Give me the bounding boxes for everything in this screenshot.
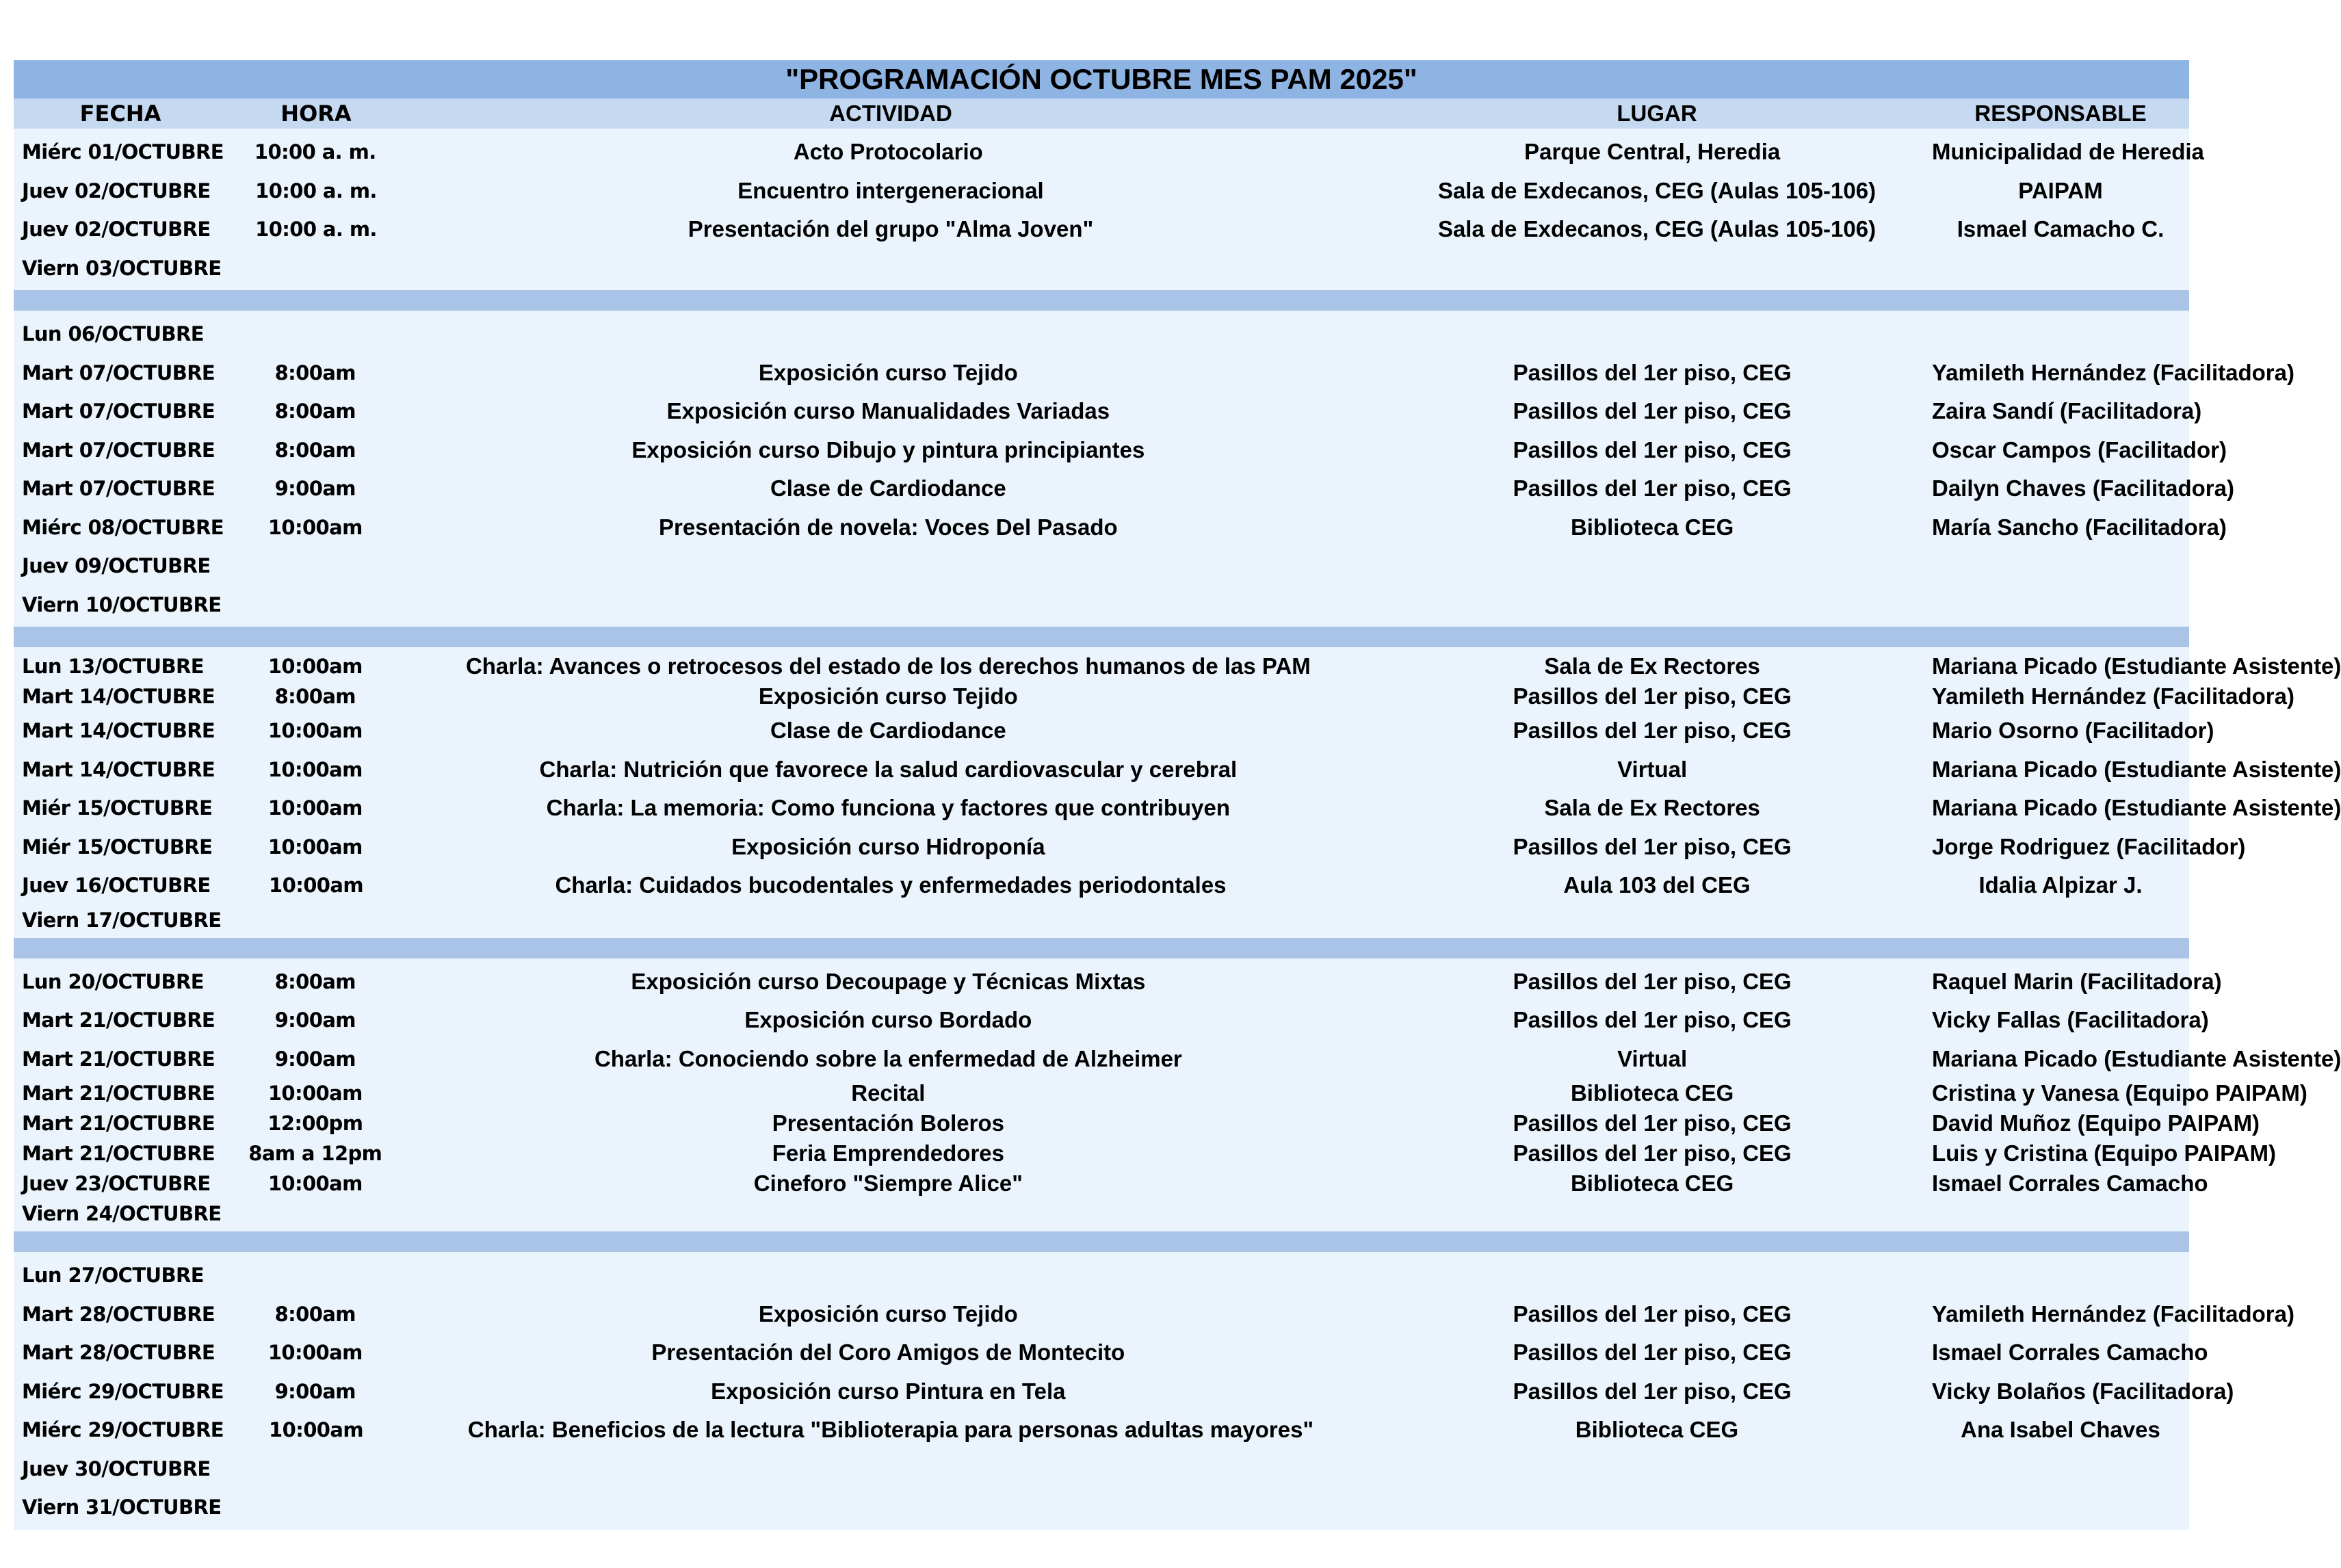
cell-responsable: Raquel Marin (Facilitadora) — [1931, 968, 2222, 994]
cell-lugar: Pasillos del 1er piso, CEG — [1513, 1140, 1792, 1166]
table-row — [14, 828, 2246, 867]
week-separator — [14, 1231, 2189, 1252]
cell-lugar: Sala de Exdecanos, CEG (Aulas 105-106) — [1437, 216, 1876, 242]
table-row — [14, 392, 2202, 431]
table-row — [14, 547, 2189, 586]
cell-actividad: Exposición curso Dibujo y pintura principiantes — [631, 436, 1145, 462]
cell-lugar: Pasillos del 1er piso, CEG — [1513, 833, 1792, 859]
cell-lugar: Pasillos del 1er piso, CEG — [1513, 359, 1792, 385]
cell-fecha: Viern 10/OCTUBRE — [22, 592, 222, 616]
cell-responsable: Ismael Corrales Camacho — [1931, 1340, 2208, 1366]
table-row — [14, 1108, 2260, 1138]
cell-fecha: Mart 28/OCTUBRE — [22, 1302, 215, 1326]
cell-fecha: Mart 14/OCTUBRE — [22, 719, 215, 743]
cell-fecha: Viern 03/OCTUBRE — [22, 256, 222, 280]
cell-fecha: Mart 07/OCTUBRE — [22, 400, 215, 423]
cell-lugar: Virtual — [1617, 756, 1688, 782]
cell-hora: 10:00am — [267, 719, 363, 743]
cell-actividad: Charla: La memoria: Como funciona y factores que contribuyen — [546, 795, 1231, 821]
table-row — [14, 1411, 2189, 1450]
cell-fecha: Lun 27/OCTUBRE — [22, 1264, 204, 1288]
column-header-row — [14, 99, 2189, 129]
cell-actividad: Charla: Cuidados bucodentales y enfermedades periodontales — [555, 872, 1227, 898]
cell-fecha: Mart 21/OCTUBRE — [22, 1082, 215, 1105]
cell-fecha: Miérc 08/OCTUBRE — [22, 515, 224, 539]
cell-lugar: Biblioteca CEG — [1575, 1417, 1739, 1443]
cell-hora: 10:00am — [267, 1172, 363, 1195]
cell-lugar: Biblioteca CEG — [1570, 1080, 1734, 1106]
table-row — [14, 1488, 2189, 1527]
cell-responsable: Vicky Fallas (Facilitadora) — [1931, 1007, 2209, 1033]
cell-lugar: Pasillos del 1er piso, CEG — [1513, 398, 1792, 424]
cell-responsable: Luis y Cristina (Equipo PAIPAM) — [1931, 1140, 2276, 1166]
cell-responsable: María Sancho (Facilitadora) — [1931, 514, 2227, 540]
cell-actividad: Exposición curso Tejido — [758, 359, 1018, 385]
table-row — [14, 249, 2189, 288]
cell-fecha: Juev 09/OCTUBRE — [22, 554, 211, 578]
cell-responsable: Vicky Bolaños (Facilitadora) — [1931, 1378, 2234, 1404]
cell-actividad: Exposición curso Decoupage y Técnicas Mixtas — [631, 968, 1146, 994]
cell-hora: 8:00am — [274, 969, 356, 993]
table-row — [14, 750, 2341, 789]
cell-hora: 10:00am — [267, 1082, 363, 1105]
cell-lugar: Parque Central, Heredia — [1524, 139, 1781, 165]
header-lugar: LUGAR — [1617, 101, 1697, 126]
cell-lugar: Pasillos del 1er piso, CEG — [1513, 1378, 1792, 1404]
cell-hora: 10:00am — [269, 1418, 363, 1442]
week-separator — [14, 627, 2189, 647]
cell-fecha: Miérc 01/OCTUBRE — [22, 140, 224, 164]
cell-lugar: Pasillos del 1er piso, CEG — [1513, 683, 1792, 709]
table-row — [14, 1040, 2341, 1079]
cell-fecha: Lun 06/OCTUBRE — [22, 322, 204, 346]
cell-fecha: Viern 24/OCTUBRE — [22, 1202, 222, 1225]
cell-actividad: Charla: Avances o retrocesos del estado de los derechos humanos de las PAM — [465, 653, 1311, 679]
cell-hora: 12:00pm — [267, 1112, 363, 1135]
table-row — [14, 508, 2227, 547]
cell-lugar: Pasillos del 1er piso, CEG — [1513, 1340, 1792, 1366]
cell-fecha: Juev 02/OCTUBRE — [22, 218, 211, 241]
cell-hora: 10:00am — [267, 1341, 363, 1365]
cell-actividad: Exposición curso Pintura en Tela — [711, 1378, 1066, 1404]
table-row — [14, 866, 2189, 905]
cell-actividad: Feria Emprendedores — [772, 1140, 1004, 1166]
cell-lugar: Pasillos del 1er piso, CEG — [1513, 968, 1792, 994]
week-separator — [14, 290, 2189, 311]
week-block — [14, 1252, 2294, 1530]
cell-lugar: Pasillos del 1er piso, CEG — [1513, 1110, 1792, 1136]
cell-responsable: Mariana Picado (Estudiante Asistente) — [1931, 653, 2341, 679]
cell-hora: 8:00am — [274, 1302, 356, 1326]
cell-hora: 9:00am — [274, 1379, 356, 1403]
cell-responsable: Mariana Picado (Estudiante Asistente) — [1931, 795, 2341, 821]
cell-fecha: Mart 21/OCTUBRE — [22, 1142, 215, 1165]
cell-fecha: Mart 14/OCTUBRE — [22, 757, 215, 781]
cell-responsable: Dailyn Chaves (Facilitadora) — [1931, 475, 2234, 501]
header-actividad: ACTIVIDAD — [829, 101, 952, 126]
table-row — [14, 172, 2189, 211]
cell-lugar: Pasillos del 1er piso, CEG — [1513, 718, 1792, 744]
cell-actividad: Exposición curso Tejido — [758, 683, 1018, 709]
cell-hora: 10:00am — [267, 796, 363, 820]
cell-hora: 9:00am — [274, 1008, 356, 1032]
table-row — [14, 789, 2341, 828]
cell-responsable: Ismael Camacho C. — [1957, 216, 2165, 242]
cell-responsable: PAIPAM — [2018, 177, 2103, 203]
cell-actividad: Exposición curso Tejido — [758, 1301, 1018, 1327]
table-row — [14, 1001, 2209, 1040]
cell-actividad: Charla: Conociendo sobre la enfermedad de Alzheimer — [594, 1045, 1182, 1071]
cell-fecha: Mart 07/OCTUBRE — [22, 477, 215, 501]
cell-hora: 8:00am — [274, 438, 356, 462]
cell-actividad: Acto Protocolario — [793, 139, 983, 165]
table-row — [14, 1078, 2307, 1108]
cell-fecha: Juev 16/OCTUBRE — [22, 874, 211, 898]
cell-hora: 8:00am — [274, 361, 356, 384]
cell-responsable: Ana Isabel Chaves — [1961, 1417, 2160, 1443]
weeks-container — [14, 129, 2341, 1530]
cell-lugar: Pasillos del 1er piso, CEG — [1513, 436, 1792, 462]
cell-responsable: Yamileth Hernández (Facilitadora) — [1931, 359, 2294, 385]
cell-actividad: Exposición curso Hidroponía — [731, 833, 1045, 859]
week-block — [14, 311, 2294, 627]
cell-actividad: Encuentro intergeneracional — [737, 177, 1044, 203]
cell-actividad: Presentación Boleros — [772, 1110, 1004, 1136]
cell-responsable: Jorge Rodriguez (Facilitador) — [1931, 833, 2246, 859]
table-row — [14, 315, 2189, 354]
cell-lugar: Pasillos del 1er piso, CEG — [1513, 475, 1792, 501]
table-row — [14, 354, 2294, 393]
cell-responsable: Municipalidad de Heredia — [1931, 139, 2204, 165]
table-row — [14, 1450, 2189, 1489]
table-row — [14, 469, 2234, 508]
cell-responsable: Ismael Corrales Camacho — [1931, 1171, 2208, 1196]
cell-hora: 10:00am — [267, 515, 363, 539]
table-row — [14, 905, 2189, 935]
cell-responsable: Mario Osorno (Facilitador) — [1931, 718, 2214, 744]
cell-fecha: Mart 07/OCTUBRE — [22, 438, 215, 462]
cell-fecha: Lun 13/OCTUBRE — [22, 655, 204, 678]
cell-fecha: Miér 15/OCTUBRE — [22, 796, 213, 820]
table-row — [14, 963, 2222, 1002]
cell-actividad: Presentación del grupo "Alma Joven" — [688, 216, 1094, 242]
cell-responsable: Mariana Picado (Estudiante Asistente) — [1931, 756, 2341, 782]
cell-fecha: Viern 17/OCTUBRE — [22, 908, 222, 932]
cell-actividad: Clase de Cardiodance — [770, 475, 1006, 501]
cell-responsable: Yamileth Hernández (Facilitadora) — [1931, 683, 2294, 709]
table-row — [14, 586, 2189, 625]
cell-responsable: David Muñoz (Equipo PAIPAM) — [1931, 1110, 2260, 1136]
cell-actividad: Exposición curso Manualidades Variadas — [666, 398, 1110, 424]
cell-lugar: Aula 103 del CEG — [1563, 872, 1751, 898]
cell-fecha: Miérc 29/OCTUBRE — [22, 1379, 224, 1403]
cell-fecha: Mart 07/OCTUBRE — [22, 361, 215, 384]
table-row — [14, 651, 2341, 681]
table-row — [14, 210, 2189, 249]
table-row — [14, 711, 2214, 750]
cell-fecha: Miérc 29/OCTUBRE — [22, 1418, 224, 1442]
cell-hora: 10:00am — [267, 835, 363, 859]
cell-hora: 10:00am — [269, 874, 363, 898]
week-block — [14, 647, 2341, 938]
cell-actividad: Exposición curso Bordado — [744, 1007, 1032, 1033]
cell-fecha: Lun 20/OCTUBRE — [22, 969, 204, 993]
cell-actividad: Clase de Cardiodance — [770, 718, 1006, 744]
cell-hora: 8am a 12pm — [248, 1142, 382, 1165]
cell-lugar: Sala de Ex Rectores — [1544, 795, 1760, 821]
week-block — [14, 958, 2341, 1232]
cell-hora: 10:00am — [267, 757, 363, 781]
header-fecha: FECHA — [79, 101, 161, 127]
cell-fecha: Juev 30/OCTUBRE — [22, 1456, 211, 1480]
cell-fecha: Mart 14/OCTUBRE — [22, 685, 215, 708]
cell-lugar: Biblioteca CEG — [1570, 1171, 1734, 1196]
cell-fecha: Viern 31/OCTUBRE — [22, 1495, 222, 1519]
cell-responsable: Yamileth Hernández (Facilitadora) — [1931, 1301, 2294, 1327]
cell-actividad: Recital — [851, 1080, 926, 1106]
table-row — [14, 431, 2227, 470]
cell-lugar: Virtual — [1617, 1045, 1688, 1071]
cell-hora: 10:00am — [267, 655, 363, 678]
cell-hora: 10:00 a. m. — [255, 179, 377, 202]
cell-fecha: Juev 23/OCTUBRE — [22, 1172, 211, 1195]
cell-fecha: Juev 02/OCTUBRE — [22, 179, 211, 202]
cell-actividad: Charla: Beneficios de la lectura "Biblioterapia para personas adultas mayores" — [467, 1417, 1314, 1443]
header-responsable: RESPONSABLE — [1974, 101, 2147, 126]
table-row — [14, 681, 2294, 711]
cell-fecha: Mart 21/OCTUBRE — [22, 1008, 215, 1032]
cell-responsable: Zaira Sandí (Facilitadora) — [1931, 398, 2202, 424]
week-separator — [14, 938, 2189, 958]
header-hora: HORA — [280, 101, 352, 127]
table-row — [14, 1138, 2276, 1168]
cell-responsable: Idalia Alpizar J. — [1978, 872, 2143, 898]
cell-lugar: Sala de Ex Rectores — [1544, 653, 1760, 679]
cell-responsable: Cristina y Vanesa (Equipo PAIPAM) — [1931, 1080, 2307, 1106]
schedule-sheet — [14, 60, 2341, 1530]
cell-lugar: Pasillos del 1er piso, CEG — [1513, 1007, 1792, 1033]
cell-lugar: Pasillos del 1er piso, CEG — [1513, 1301, 1792, 1327]
cell-hora: 8:00am — [274, 685, 356, 708]
week-block — [14, 129, 2204, 290]
cell-fecha: Mart 21/OCTUBRE — [22, 1047, 215, 1071]
cell-hora: 8:00am — [274, 400, 356, 423]
cell-actividad: Charla: Nutrición que favorece la salud cardiovascular y cerebral — [539, 756, 1238, 782]
table-row — [14, 1372, 2234, 1411]
cell-lugar: Biblioteca CEG — [1570, 514, 1734, 540]
cell-hora: 10:00 a. m. — [254, 140, 376, 164]
cell-fecha: Mart 28/OCTUBRE — [22, 1341, 215, 1365]
table-row — [14, 1333, 2208, 1372]
cell-fecha: Mart 21/OCTUBRE — [22, 1112, 215, 1135]
cell-actividad: Presentación del Coro Amigos de Montecito — [651, 1340, 1125, 1366]
cell-responsable: Mariana Picado (Estudiante Asistente) — [1931, 1045, 2341, 1071]
cell-actividad: Cineforo "Siempre Alice" — [753, 1171, 1023, 1196]
table-row — [14, 1256, 2189, 1295]
table-row — [14, 133, 2204, 172]
page-title: "PROGRAMACIÓN OCTUBRE MES PAM 2025" — [14, 60, 2189, 99]
cell-lugar: Sala de Exdecanos, CEG (Aulas 105-106) — [1437, 177, 1876, 203]
table-row — [14, 1199, 2189, 1229]
cell-fecha: Miér 15/OCTUBRE — [22, 835, 213, 859]
cell-hora: 9:00am — [274, 1047, 356, 1071]
cell-hora: 9:00am — [274, 477, 356, 501]
table-row — [14, 1168, 2208, 1199]
cell-responsable: Oscar Campos (Facilitador) — [1931, 436, 2227, 462]
cell-hora: 10:00 a. m. — [255, 218, 377, 241]
cell-actividad: Presentación de novela: Voces Del Pasado — [659, 514, 1118, 540]
table-row — [14, 1295, 2294, 1334]
